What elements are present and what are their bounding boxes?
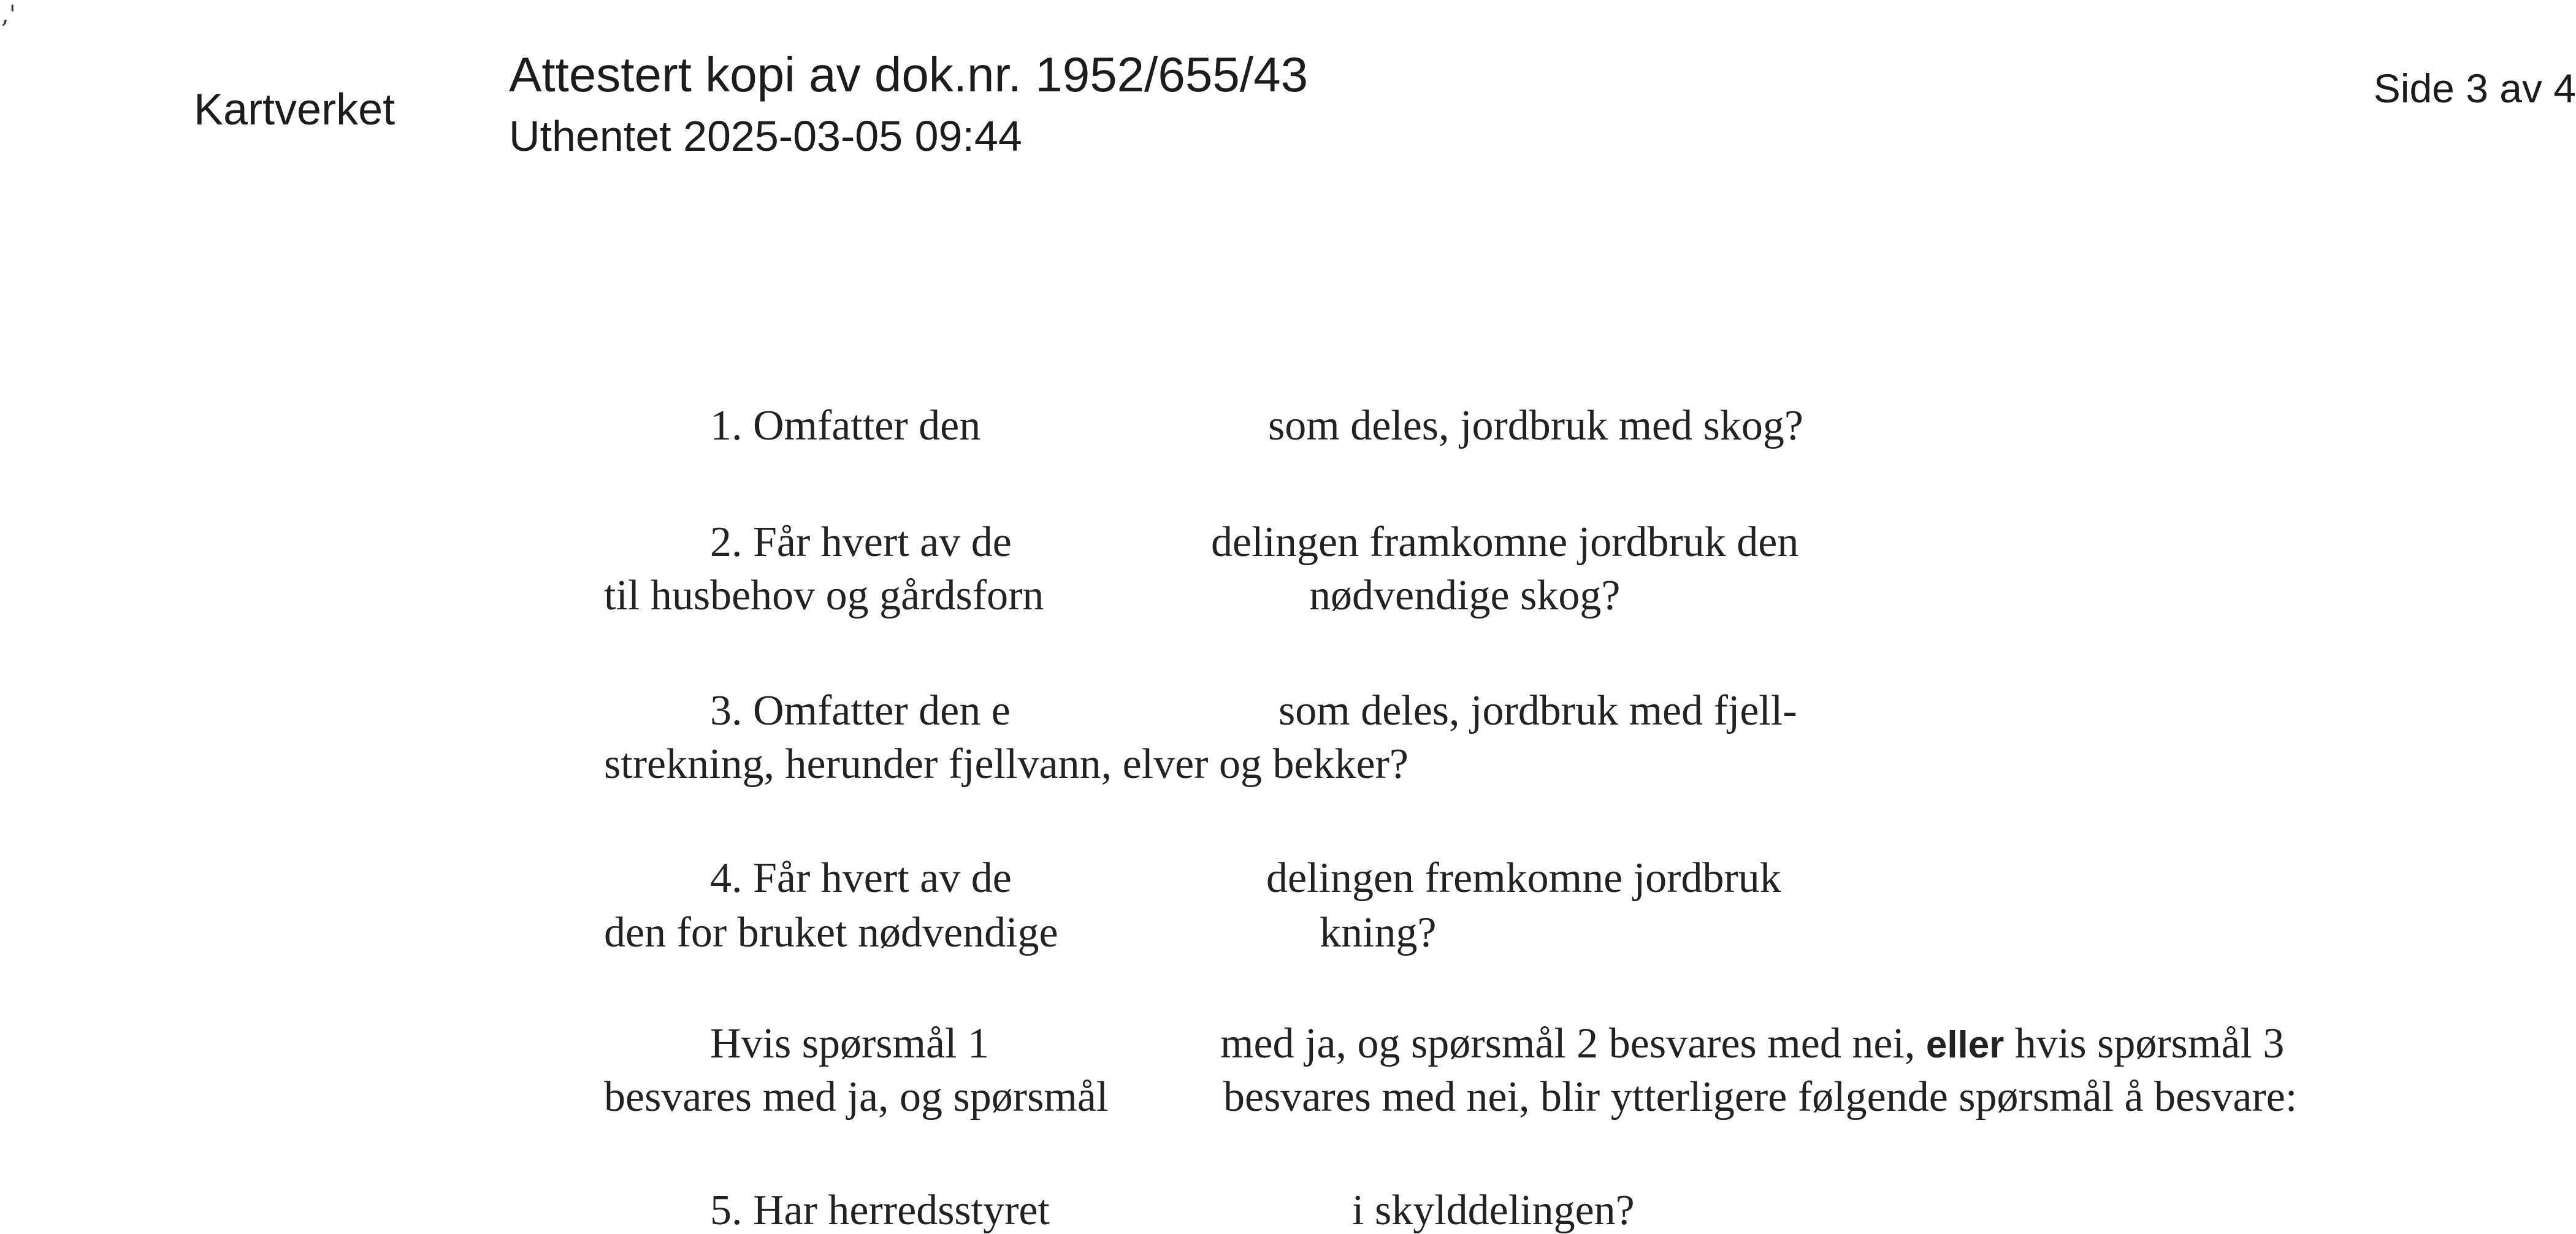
q1-text-right: som deles, jordbruk med skog? <box>1268 402 1803 449</box>
page-indicator: Side 3 av 4 <box>2373 66 2576 111</box>
q3-line2: strekning, herunder fjellvann, elver og bekker? <box>604 741 1408 788</box>
q3-line1-left: 3. Omfatter den e <box>710 687 1011 734</box>
retrieved-timestamp: Uthentet 2025-03-05 09:44 <box>509 112 1022 160</box>
q4-line2-right: kning? <box>1320 909 1437 956</box>
q2-line1-right: delingen framkomne jordbruk den <box>1211 519 1799 566</box>
condition-line2-left: besvares med ja, og spørsmål <box>604 1073 1109 1121</box>
q4-line1-right: delingen fremkomne jordbruk <box>1266 855 1781 902</box>
organization-name: Kartverket <box>194 85 396 134</box>
condition-line2-right: besvares med nei, blir ytterligere følgende spørsmål å besvare: <box>1223 1073 2298 1121</box>
condition-line1-bold: eller <box>1925 1024 2005 1066</box>
q4-line1-left: 4. Får hvert av de <box>710 855 1012 902</box>
q2-line1-left: 2. Får hvert av de <box>710 519 1012 566</box>
q2-line2-left: til husbehov og gårdsforn <box>604 572 1044 619</box>
q3-line1-right: som deles, jordbruk med fjell- <box>1278 687 1797 734</box>
condition-line1-end: hvis spørsmål 3 <box>2014 1020 2285 1067</box>
condition-line1-mid: med ja, og spørsmål 2 besvares med nei, <box>1220 1020 1916 1067</box>
document-title: Attestert kopi av dok.nr. 1952/655/43 <box>509 47 1309 102</box>
q5-line1-left: 5. Har herredsstyret <box>710 1187 1050 1234</box>
condition-line1-text <box>1220 1020 2285 1067</box>
q4-line2-left: den for bruket nødvendige <box>604 909 1058 956</box>
q5-line1-right: i skylddelingen? <box>1352 1187 1635 1234</box>
corner-mark: ,' <box>1 1 16 29</box>
q2-line2-right: nødvendige skog? <box>1309 572 1621 619</box>
condition-line1-left: Hvis spørsmål 1 <box>710 1020 989 1067</box>
q1-text-left: 1. Omfatter den <box>710 402 981 449</box>
